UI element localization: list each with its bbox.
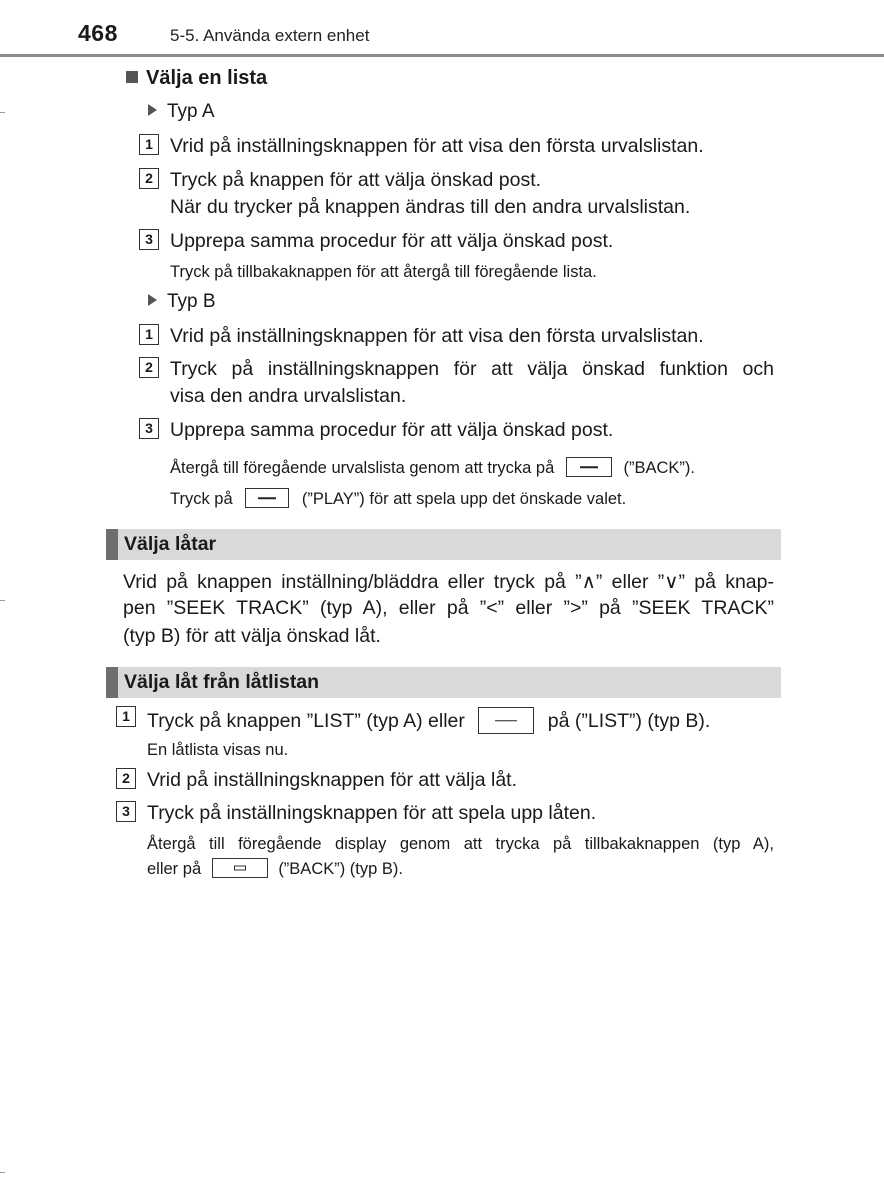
page-number: 468: [78, 20, 118, 46]
step-number-box: 3: [139, 418, 159, 439]
note-text-before: eller på: [147, 860, 202, 878]
step-text-after: på (”LIST”) (typ B).: [547, 710, 711, 732]
typ-b-label: [148, 291, 216, 313]
step-number-box: 2: [139, 357, 159, 378]
select-from-list-heading-bar: [106, 667, 781, 698]
list-button-icon: [478, 707, 534, 734]
typ-a-label-text: Typ A: [167, 101, 215, 122]
back-button-icon: [566, 457, 612, 477]
margin-tick: [0, 1172, 5, 1173]
step-text: Upprepa samma procedur för att välja önskad post.: [170, 230, 614, 252]
step-number-box: 2: [116, 768, 136, 789]
note-back-text-after: (”BACK”).: [623, 459, 695, 477]
step-number-box: 1: [139, 134, 159, 155]
header-rule: [0, 54, 884, 57]
step-text: Tryck på knappen för att välja önskad post.: [170, 169, 542, 191]
note-play: [170, 488, 626, 509]
step-number-box: 1: [139, 324, 159, 345]
margin-tick: [0, 112, 5, 113]
note-text: Återgå till föregående display genom att trycka på tillbakaknappen (typ A),: [147, 835, 774, 853]
select-songs-heading-bar: [106, 529, 781, 560]
note-back: [170, 457, 695, 478]
note-play-text: Tryck på: [170, 490, 233, 508]
step-text: Vrid på inställningsknappen för att visa den första urvalslistan.: [170, 135, 704, 157]
note-text-continued: [147, 858, 403, 879]
step-text-before: Tryck på knappen ”LIST” (typ A) eller: [147, 710, 465, 732]
typ-b-label-text: Typ B: [167, 291, 216, 312]
select-songs-line: pen ”SEEK TRACK” (typ A), eller på ”<” eller ”>” på ”SEEK TRACK”: [123, 597, 774, 619]
select-from-list-heading: Välja låt från låtlistan: [124, 671, 320, 693]
step-number-box: 1: [116, 706, 136, 727]
step-text: Tryck på inställningsknappen för att spela upp låten.: [147, 802, 597, 824]
step-text: Tryck på inställningsknappen för att välja önskad funktion och: [170, 358, 774, 380]
square-bullet-icon: [126, 71, 138, 83]
margin-tick: [0, 600, 5, 601]
choose-list-heading-text: Välja en lista: [146, 67, 268, 89]
section-title: 5-5. Använda extern enhet: [170, 26, 370, 45]
typ-a-label: [148, 101, 215, 123]
note-text-after: (”BACK”) (typ B).: [278, 860, 403, 878]
step-number-box: 3: [116, 801, 136, 822]
step-text: Vrid på inställningsknappen för att visa den första urvalslistan.: [170, 325, 704, 347]
step-text: Vrid på inställningsknappen för att välja låt.: [147, 769, 517, 791]
note-text: En låtlista visas nu.: [147, 741, 289, 759]
step-text-continued: När du trycker på knappen ändras till den andra urvalslistan.: [170, 196, 691, 218]
step-number-box: 2: [139, 168, 159, 189]
select-songs-heading: Välja låtar: [124, 533, 217, 555]
step-text: [147, 707, 710, 734]
step-number-box: 3: [139, 229, 159, 250]
step-text: Upprepa samma procedur för att välja önskad post.: [170, 419, 614, 441]
select-songs-line: (typ B) för att välja önskad låt.: [123, 625, 381, 647]
note-play-text-after: (”PLAY”) för att spela upp det önskade valet.: [301, 490, 627, 508]
note-text: Tryck på tillbakaknappen för att återgå till föregående lista.: [170, 263, 597, 281]
triangle-bullet-icon: [148, 104, 157, 116]
back-button-icon: [212, 858, 268, 878]
step-text-continued: visa den andra urvalslistan.: [170, 385, 407, 407]
select-songs-line: Vrid på knappen inställning/bläddra eller tryck på ”∧” eller ”∨” på knap-: [123, 571, 774, 593]
play-button-icon: [245, 488, 289, 508]
choose-list-heading: [126, 67, 267, 90]
note-back-text: Återgå till föregående urvalslista genom att trycka på: [170, 459, 555, 477]
triangle-bullet-icon: [148, 294, 157, 306]
